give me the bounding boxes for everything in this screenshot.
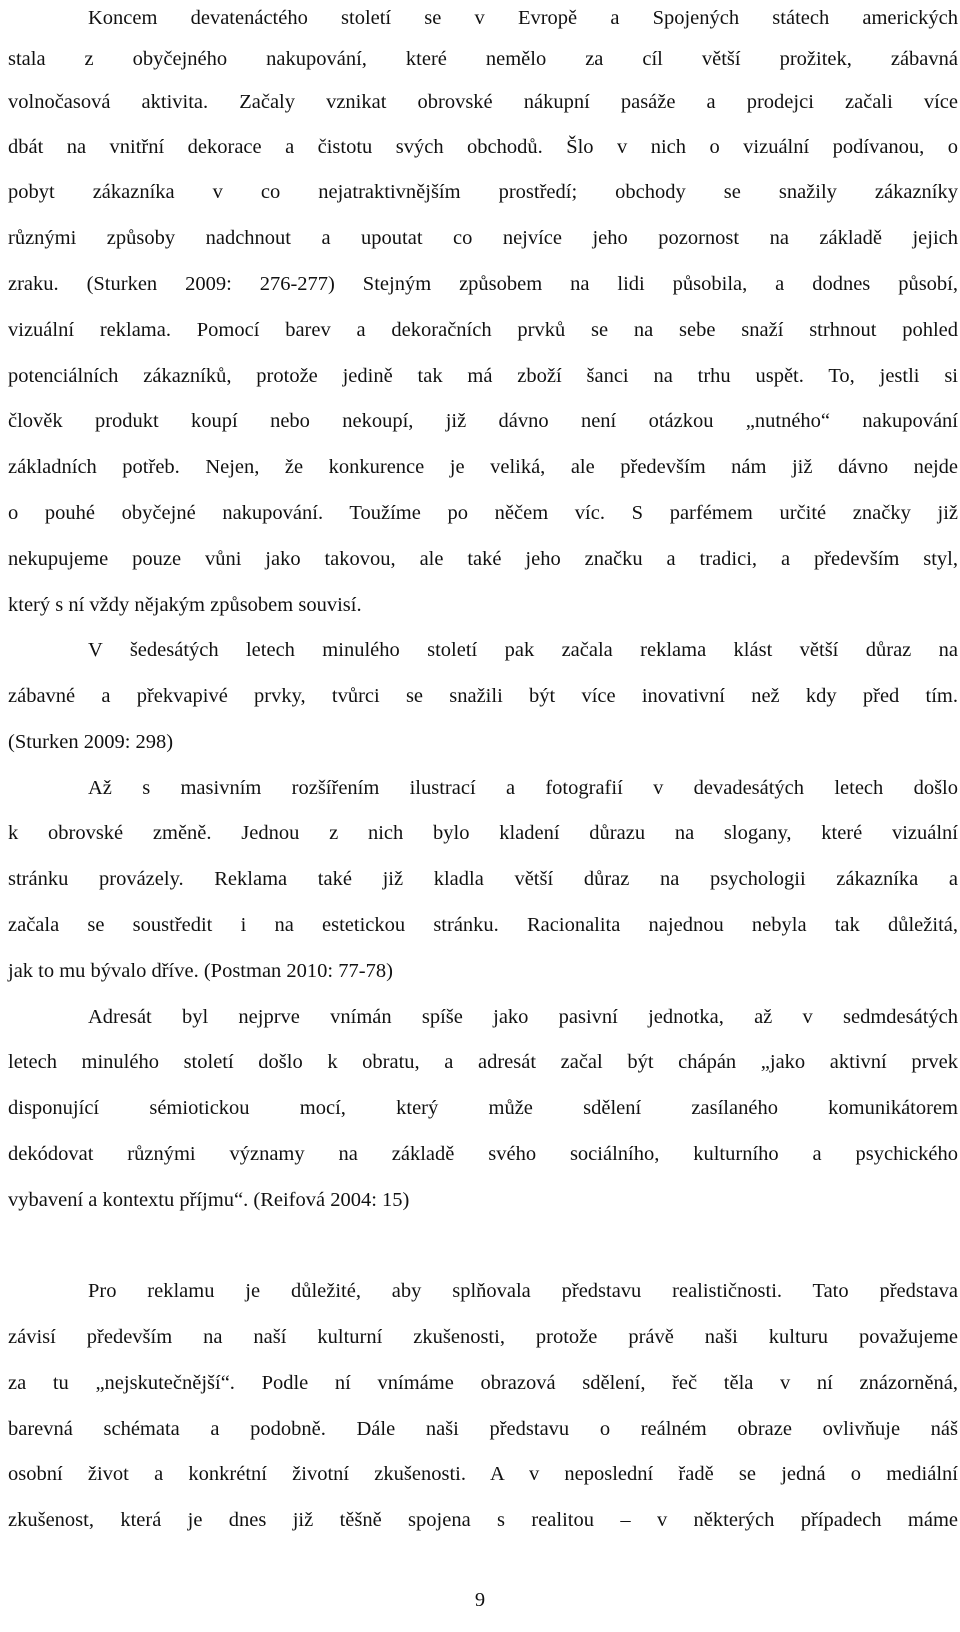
text-line: dbát na vnitřní dekorace a čistotu svých obchodů. Šlo v nich o vizuální podívanou, o [8, 136, 958, 158]
text-line: V šedesátých letech minulého století pak začala reklama klást větší důraz na [88, 639, 958, 661]
text-line: zraku. (Sturken 2009: 276-277) Stejným způsobem na lidi působila, a dodnes působí, [8, 273, 958, 295]
text-line: osobní život a konkrétní životní zkušenosti. A v neposlední řadě se jedná o mediální [8, 1463, 958, 1485]
text-line: jak to mu bývalo dříve. (Postman 2010: 77-78) [8, 960, 393, 982]
text-line: vybavení a kontextu příjmu“. (Reifová 2004: 15) [8, 1189, 410, 1211]
page-number: 9 [474, 1589, 486, 1611]
text-line: dekódovat různými významy na základě svého sociálního, kulturního a psychického [8, 1143, 958, 1165]
text-line: k obrovské změně. Jednou z nich bylo kladení důrazu na slogany, které vizuální [8, 822, 958, 844]
text-line: za tu „nejskutečnější“. Podle ní vnímáme obrazová sdělení, řeč těla v ní znázorněná, [8, 1372, 958, 1394]
text-line: o pouhé obyčejné nakupování. Toužíme po něčem víc. S parfémem určité značky již [8, 502, 958, 524]
text-line: pobyt zákazníka v co nejatraktivnějším prostředí; obchody se snažily zákazníky [8, 181, 958, 203]
text-line: zábavné a překvapivé prvky, tvůrci se snažili být více inovativní než kdy před tím. [8, 685, 958, 707]
text-line: zkušenost, která je dnes již těšně spojena s realitou – v některých případech máme [8, 1509, 958, 1531]
text-line: základních potřeb. Nejen, že konkurence je veliká, ale především nám již dávno nejde [8, 456, 958, 478]
text-line: stránku provázely. Reklama také již kladla větší důraz na psychologii zákazníka a [8, 868, 958, 890]
text-line: stala z obyčejného nakupování, které nemělo za cíl větší prožitek, zábavná [8, 48, 958, 70]
text-line: Adresát byl nejprve vnímán spíše jako pasivní jednotka, až v sedmdesátých [88, 1006, 958, 1028]
text-line: Až s masivním rozšířením ilustrací a fotografií v devadesátých letech došlo [88, 777, 958, 799]
text-line: (Sturken 2009: 298) [8, 731, 174, 753]
text-line: člověk produkt koupí nebo nekoupí, již dávno není otázkou „nutného“ nakupování [8, 410, 958, 432]
text-line: Pro reklamu je důležité, aby splňovala představu realističnosti. Tato představa [88, 1280, 958, 1302]
text-line: různými způsoby nadchnout a upoutat co nejvíce jeho pozornost na základě jejich [8, 227, 958, 249]
text-line: volnočasová aktivita. Začaly vznikat obrovské nákupní pasáže a prodejci začali více [8, 91, 958, 113]
text-line: vizuální reklama. Pomocí barev a dekoračních prvků se na sebe snaží strhnout pohled [8, 319, 958, 341]
text-line: který s ní vždy nějakým způsobem souvisí. [8, 594, 362, 616]
text-line: nekupujeme pouze vůni jako takovou, ale také jeho značku a tradici, a především styl, [8, 548, 958, 570]
text-line: letech minulého století došlo k obratu, a adresát začal být chápán „jako aktivní prvek [8, 1051, 958, 1073]
text-line: disponující sémiotickou mocí, který může sdělení zasílaného komunikátorem [8, 1097, 958, 1119]
text-line: potenciálních zákazníků, protože jedině tak má zboží šanci na trhu uspět. To, jestli si [8, 365, 958, 387]
text-line: závisí především na naší kulturní zkušenosti, protože právě naši kulturu považujeme [8, 1326, 958, 1348]
text-line: začala se soustředit i na estetickou stránku. Racionalita najednou nebyla tak důležitá, [8, 914, 958, 936]
text-line: barevná schémata a podobně. Dále naši představu o reálném obraze ovlivňuje náš [8, 1418, 958, 1440]
text-line: Koncem devatenáctého století se v Evropě a Spojených státech amerických [88, 7, 958, 29]
